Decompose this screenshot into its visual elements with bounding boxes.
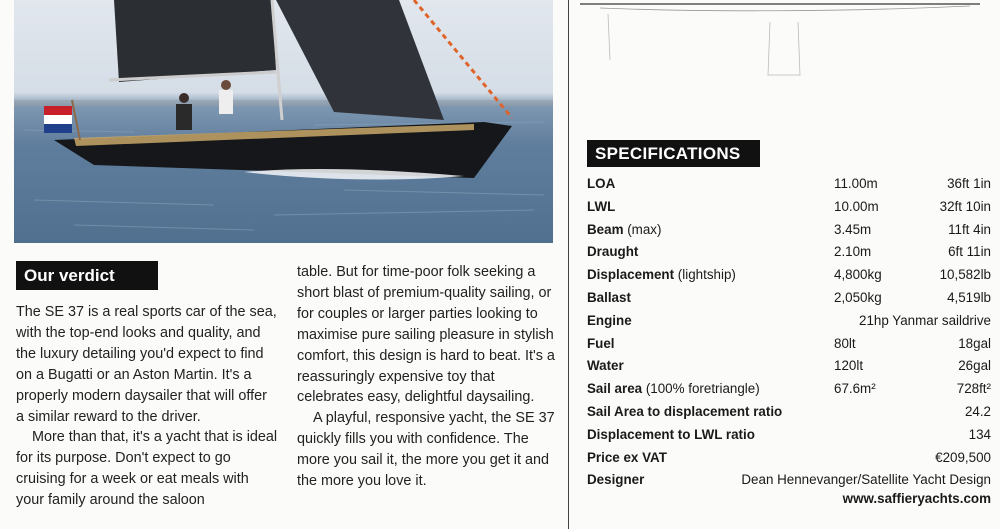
- spec-label-main: LWL: [587, 198, 616, 214]
- spec-label-main: Engine: [587, 312, 632, 328]
- spec-imperial-value: 26gal: [958, 358, 991, 374]
- verdict-paragraph: The SE 37 is a real sports car of the sea, with the top-end looks and quality, and the luxury detailing you'd expect to find on a Bugatti or an Aston Martin. It's a properly modern daysailer that will offer a similar reward to the driver.: [16, 304, 277, 425]
- spec-metric-value: 4,800kg: [834, 267, 882, 283]
- yacht-illustration: [14, 0, 553, 243]
- spec-label-qualifier: (max): [623, 221, 662, 237]
- spec-metric-value: 10.00m: [834, 198, 879, 214]
- spec-row: [587, 401, 991, 423]
- hull-line-drawing: [580, 0, 990, 80]
- spec-metric-value: 80lt: [834, 335, 856, 351]
- spec-row: [587, 424, 991, 446]
- verdict-heading: Our verdict: [16, 261, 158, 290]
- spec-label: [587, 196, 615, 218]
- spec-label-qualifier: (100% foretriangle): [642, 381, 760, 397]
- specifications-heading: SPECIFICATIONS: [587, 140, 760, 167]
- spec-imperial-value: 134: [968, 426, 991, 442]
- spec-imperial-value: 6ft 11in: [948, 244, 991, 260]
- spec-label: [587, 333, 615, 355]
- verdict-column-2: [297, 262, 559, 492]
- spec-label: [587, 401, 782, 423]
- verdict-paragraph: More than that, it's a yacht that is ideal for its purpose. Don't expect to go cruising for a week or eat meals with your family around the saloon: [16, 429, 278, 509]
- spec-row: [587, 241, 991, 263]
- yacht-photo: [14, 0, 553, 243]
- spec-label-main: Beam: [587, 221, 624, 237]
- spec-row: [587, 310, 991, 332]
- spec-label-main: Price ex VAT: [587, 449, 667, 465]
- spec-label-main: Sail area: [587, 381, 643, 397]
- spec-label: [587, 469, 644, 491]
- column-divider: [568, 0, 569, 529]
- spec-label-main: Displacement to LWL ratio: [587, 426, 755, 442]
- spec-label: [587, 424, 755, 446]
- verdict-paragraph: A playful, responsive yacht, the SE 37 quickly fills you with confidence. The more you sail it, the more you get it and the more you love it.: [297, 410, 555, 490]
- verdict-column-1: [16, 302, 278, 511]
- spec-label: [587, 241, 638, 263]
- spec-row: [587, 196, 991, 218]
- spec-label: [587, 287, 631, 309]
- spec-label: [587, 355, 624, 377]
- spec-label-main: Sail Area to displacement ratio: [587, 404, 783, 419]
- spec-row: [587, 355, 991, 377]
- spec-label-qualifier: (lightship): [674, 267, 736, 283]
- spec-imperial-value: 4,519lb: [947, 290, 991, 305]
- spec-metric-value: 2.10m: [834, 244, 872, 260]
- spec-imperial-value: 24.2: [964, 404, 991, 419]
- spec-label: [587, 378, 760, 400]
- spec-label-main: Designer: [587, 472, 645, 488]
- spec-imperial-value: 21hp Yanmar saildrive: [859, 312, 991, 328]
- spec-imperial-value: 11ft 4in: [948, 221, 991, 237]
- spec-row: [587, 333, 991, 355]
- spec-metric-value: 2,050kg: [834, 290, 882, 305]
- spec-metric-value: 67.6m²: [834, 381, 876, 397]
- spec-label: [587, 219, 661, 241]
- spec-label-main: Displacement: [587, 267, 675, 283]
- spec-imperial-value: €209,500: [935, 449, 991, 465]
- spec-label-main: LOA: [587, 176, 616, 191]
- spec-label-main: Water: [587, 358, 624, 374]
- spec-imperial-value: 18gal: [958, 335, 991, 351]
- spec-label-main: Ballast: [587, 290, 631, 305]
- spec-metric-value: 120lt: [834, 358, 864, 374]
- spec-label: [587, 310, 632, 332]
- spec-imperial-value: 10,582lb: [939, 267, 991, 283]
- spec-label-main: Draught: [587, 244, 639, 260]
- spec-imperial-value: Dean Hennevanger/Satellite Yacht Design: [741, 472, 991, 488]
- spec-metric-value: 3.45m: [834, 221, 872, 237]
- spec-label-main: Fuel: [587, 335, 615, 351]
- spec-row: [587, 378, 991, 400]
- spec-label: [587, 173, 615, 195]
- spec-row: [587, 264, 991, 286]
- spec-row: [587, 287, 991, 309]
- spec-imperial-value: 32ft 10in: [939, 198, 991, 214]
- spec-label: [587, 447, 667, 469]
- spec-imperial-value: 36ft 1in: [947, 176, 991, 191]
- verdict-paragraph: table. But for time-poor folk seeking a short blast of premium-quality sailing, or for couples or larger parties looking to maximise pure sailing pleasure in stylish comfort, this design is hard to beat. It's a reassuringly expensive toy that celebrates easy, delightful daysailing.: [297, 264, 555, 406]
- spec-metric-value: 11.00m: [834, 176, 878, 191]
- spec-row: [587, 173, 991, 195]
- spec-row: [587, 469, 991, 491]
- website-link[interactable]: www.saffieryachts.com: [842, 491, 991, 506]
- spec-row: [587, 447, 991, 469]
- spec-imperial-value: 728ft²: [956, 381, 991, 397]
- spec-row: [587, 219, 991, 241]
- spec-label: [587, 264, 736, 286]
